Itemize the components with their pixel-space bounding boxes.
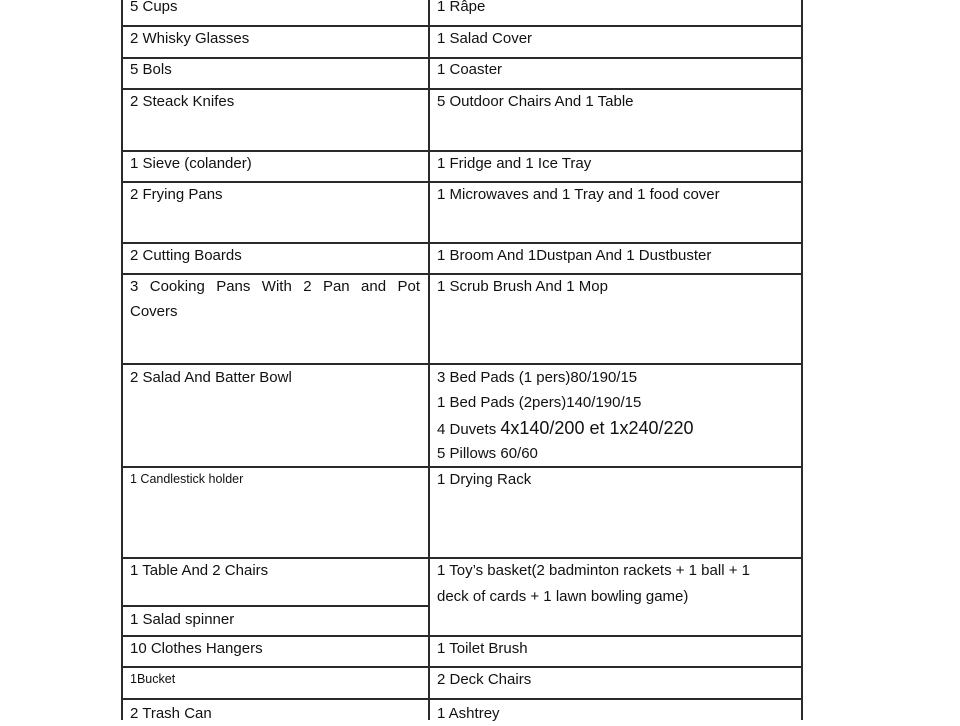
item-sieve: 1 Sieve (colander) (130, 155, 252, 172)
item-clothes-hangers: 10 Clothes Hangers (130, 640, 263, 657)
item-salad-cover: 1 Salad Cover (437, 30, 533, 47)
item-whisky-glasses: 2 Whisky Glasses (130, 30, 250, 47)
item-duvets-label: 4 Duvets (437, 421, 501, 438)
item-duvets-sizes: 4x140/200 et 1x240/220 (500, 418, 694, 438)
item-broom: 1 Broom And 1Dustpan And 1 Dustbuster (437, 247, 712, 264)
item-cooking-pans-line2: Covers (130, 303, 178, 320)
item-toys-basket-line2: deck of cards + 1 lawn bowling game) (437, 588, 689, 605)
item-toilet-brush: 1 Toilet Brush (437, 640, 528, 657)
item-coaster: 1 Coaster (437, 61, 503, 78)
item-pillows: 5 Pillows 60/60 (437, 445, 538, 462)
column-divider (428, 0, 430, 720)
row-divider (121, 698, 803, 700)
item-frying-pans: 2 Frying Pans (130, 186, 223, 203)
item-ashtray: 1 Ashtrey (437, 705, 500, 722)
item-deck-chairs: 2 Deck Chairs (437, 671, 532, 688)
item-scrub-brush: 1 Scrub Brush And 1 Mop (437, 278, 608, 295)
item-trash-can: 2 Trash Can (130, 705, 212, 722)
item-salad-batter-bowl: 2 Salad And Batter Bowl (130, 369, 292, 386)
item-cooking-pans (130, 274, 420, 324)
item-steak-knives: 2 Steack Knifes (130, 93, 235, 110)
item-bucket: 1Bucket (130, 672, 176, 686)
item-rape: 1 Râpe (437, 0, 486, 15)
item-microwave: 1 Microwaves and 1 Tray and 1 food cover (437, 186, 720, 203)
item-salad-spinner: 1 Salad spinner (130, 611, 235, 628)
item-table-chairs: 1 Table And 2 Chairs (130, 562, 269, 579)
table-border-right (801, 0, 803, 720)
item-drying-rack: 1 Drying Rack (437, 471, 532, 488)
table-border-left (121, 0, 123, 720)
item-outdoor-chairs: 5 Outdoor Chairs And 1 Table (437, 93, 634, 110)
item-bed-pads-2: 1 Bed Pads (2pers)140/190/15 (437, 394, 642, 411)
item-cooking-pans-line1: 3 Cooking Pans With 2 Pan and Pot (130, 278, 420, 295)
item-candlestick-holder: 1 Candlestick holder (130, 472, 244, 486)
item-cutting-boards: 2 Cutting Boards (130, 247, 242, 264)
item-toys-basket-line1: 1 Toy’s basket(2 badminton rackets + 1 ball + 1 (437, 562, 750, 579)
item-cups: 5 Cups (130, 0, 178, 15)
item-fridge: 1 Fridge and 1 Ice Tray (437, 155, 592, 172)
item-bed-pads-1: 3 Bed Pads (1 pers)80/190/15 (437, 369, 638, 386)
item-duvets (437, 416, 694, 442)
item-bols: 5 Bols (130, 61, 172, 78)
